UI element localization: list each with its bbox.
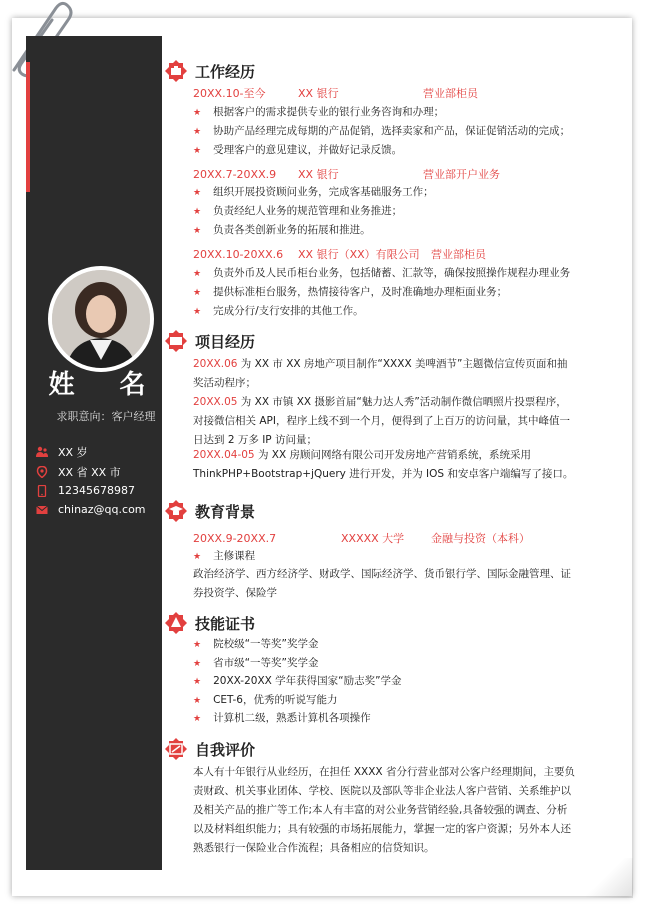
- self-evaluation-text: 本人有十年银行从业经历，在担任 XXXX 省分行营业部对公客户经理期间，主要负责财政、机关事业团体、学校、医院以及部队等非企业法人客户营销、关系维护以及相关产品的推广等工作;本人有丰富的对公业务营销经验,具备较强的调查、分析以及材料组织能力；具有较强的市场拓展能力，掌握一定的客户资源；另外本人还熟悉银行一保险业合作流程；具备相应的信贷知识。: [193, 766, 575, 854]
- star-icon: ★: [193, 307, 202, 317]
- job-date: 20XX.7-20XX.9: [193, 168, 277, 181]
- skills-section-header: [165, 612, 255, 634]
- job-company: XX 银行: [298, 168, 339, 181]
- briefcase-icon: [165, 60, 187, 82]
- project-section-header: [165, 330, 255, 352]
- location-pin-icon: [36, 466, 48, 478]
- list-item: ★ 计算机二级，熟悉计算机各项操作: [193, 712, 371, 724]
- education-major: 金融与投资（本科）: [431, 532, 530, 545]
- star-icon: ★: [193, 269, 202, 279]
- job-position: 营业部柜员: [431, 248, 486, 261]
- star-icon: ★: [193, 127, 202, 137]
- education-section-header: [165, 500, 255, 522]
- user-icon: [36, 446, 48, 458]
- paper-curl: [573, 858, 633, 898]
- list-item: ★ 省市级“一等奖”奖学金: [193, 657, 319, 669]
- job-position: 营业部开户业务: [423, 168, 500, 181]
- job-intent: 求职意向：客户经理: [56, 410, 156, 423]
- list-item: ★ 主修课程: [193, 550, 256, 562]
- candidate-name: 姓 名: [48, 370, 164, 400]
- section-title: 工作经历: [195, 62, 256, 81]
- phone-icon: [36, 485, 48, 497]
- list-item: ★ 提供标准柜台服务，热情接待客户，及时准确地办理柜面业务；: [193, 286, 508, 298]
- star-icon: ★: [193, 188, 202, 198]
- section-title: 自我评价: [195, 740, 256, 759]
- location-row: [36, 464, 121, 480]
- mail-icon: [36, 504, 48, 516]
- work-section-header: [165, 60, 255, 82]
- location-text: XX 省 XX 市: [58, 466, 121, 479]
- star-icon: ★: [193, 108, 202, 118]
- pen-icon: [165, 738, 187, 760]
- project-date: 20XX.05: [193, 396, 238, 408]
- graduation-cap-icon: [165, 500, 187, 522]
- job-header: [193, 85, 478, 101]
- list-item: ★ CET-6，优秀的听说写能力: [193, 694, 338, 706]
- section-title: 项目经历: [195, 332, 256, 351]
- job-header: [193, 246, 486, 262]
- star-icon: ★: [193, 226, 202, 236]
- section-title: 技能证书: [195, 614, 256, 633]
- list-item: ★ 根据客户的需求提供专业的银行业务咨询和办理；: [193, 106, 445, 118]
- project-item: [193, 393, 575, 450]
- star-icon: ★: [193, 207, 202, 217]
- star-icon: ★: [193, 659, 202, 669]
- star-icon: ★: [193, 714, 202, 724]
- project-item: [193, 446, 575, 484]
- age-text: XX 岁: [58, 446, 88, 459]
- project-text: 为 XX 房顾问网络有限公司开发房地产营销系统，系统采用 ThinkPHP+Bootstrap+jQuery 进行开发，并为 IOS 和安卓客户端编写了接口。: [193, 449, 574, 480]
- list-item: ★ 受理客户的意见建议，并做好记录反馈。: [193, 144, 403, 156]
- star-icon: ★: [193, 288, 202, 298]
- job-date: 20XX.10-至今: [193, 87, 266, 100]
- job-company: XX 银行（XX）有限公司: [298, 248, 420, 261]
- job-position: 营业部柜员: [423, 87, 478, 100]
- star-icon: ★: [193, 677, 202, 687]
- project-text: 为 XX 市 XX 房地产项目制作“XXXX 美啤酒节”主题微信宣传页面和抽奖活动程序；: [193, 358, 568, 389]
- project-date: 20XX.04-05: [193, 449, 255, 461]
- star-icon: ★: [193, 696, 202, 706]
- star-icon: ★: [193, 640, 202, 650]
- project-text: 为 XX 市镇 XX 摄影首届“魅力达人秀”活动制作微信晒照片投票程序，对接微信相关 API，程序上线不到一个月，便得到了上百万的访问量，其中峰值一日达到 2 万多 IP 访问量；: [193, 396, 570, 446]
- list-item: ★ 负责外币及人民币柜台业务，包括储蓄、汇款等，确保按照操作规程办理业务: [193, 267, 571, 279]
- list-item: ★ 完成分行/支行安排的其他工作。: [193, 305, 364, 317]
- list-item: ★ 协助产品经理完成每期的产品促销，选择卖家和产品，保证促销活动的完成；: [193, 125, 571, 137]
- education-date: 20XX.9-20XX.7: [193, 532, 277, 545]
- project-date: 20XX.06: [193, 358, 238, 370]
- course-list: 政治经济学、西方经济学、财政学、国际经济学、货币银行学、国际金融管理、证券投资学、保险学: [193, 568, 571, 599]
- star-icon: ★: [193, 552, 202, 562]
- education-school: XXXXX 大学: [341, 532, 405, 545]
- avatar: [48, 266, 154, 372]
- phone-text[interactable]: 12345678987: [58, 484, 135, 497]
- project-item: [193, 355, 575, 393]
- age-row: [36, 444, 88, 460]
- list-item: ★ 院校级“一等奖”奖学金: [193, 638, 319, 650]
- folder-icon: [165, 330, 187, 352]
- certificate-icon: [165, 612, 187, 634]
- list-item: ★ 负责各类创新业务的拓展和推进。: [193, 224, 371, 236]
- accent-bar: [26, 62, 30, 192]
- job-date: 20XX.10-20XX.6: [193, 248, 284, 261]
- job-header: [193, 166, 500, 182]
- list-item: ★ 负责经纪人业务的规范管理和业务推进；: [193, 205, 403, 217]
- email-text[interactable]: chinaz@qq.com: [58, 503, 146, 516]
- education-header: [193, 530, 530, 546]
- phone-row: [36, 484, 135, 497]
- portrait-image: [52, 270, 150, 368]
- job-company: XX 银行: [298, 87, 339, 100]
- self-section-header: [165, 738, 255, 760]
- email-row: [36, 503, 146, 516]
- section-title: 教育背景: [195, 502, 256, 521]
- list-item: ★ 组织开展投资顾问业务，完成客基础服务工作；: [193, 186, 434, 198]
- list-item: ★ 20XX-20XX 学年获得国家“励志奖”学金: [193, 675, 402, 687]
- star-icon: ★: [193, 146, 202, 156]
